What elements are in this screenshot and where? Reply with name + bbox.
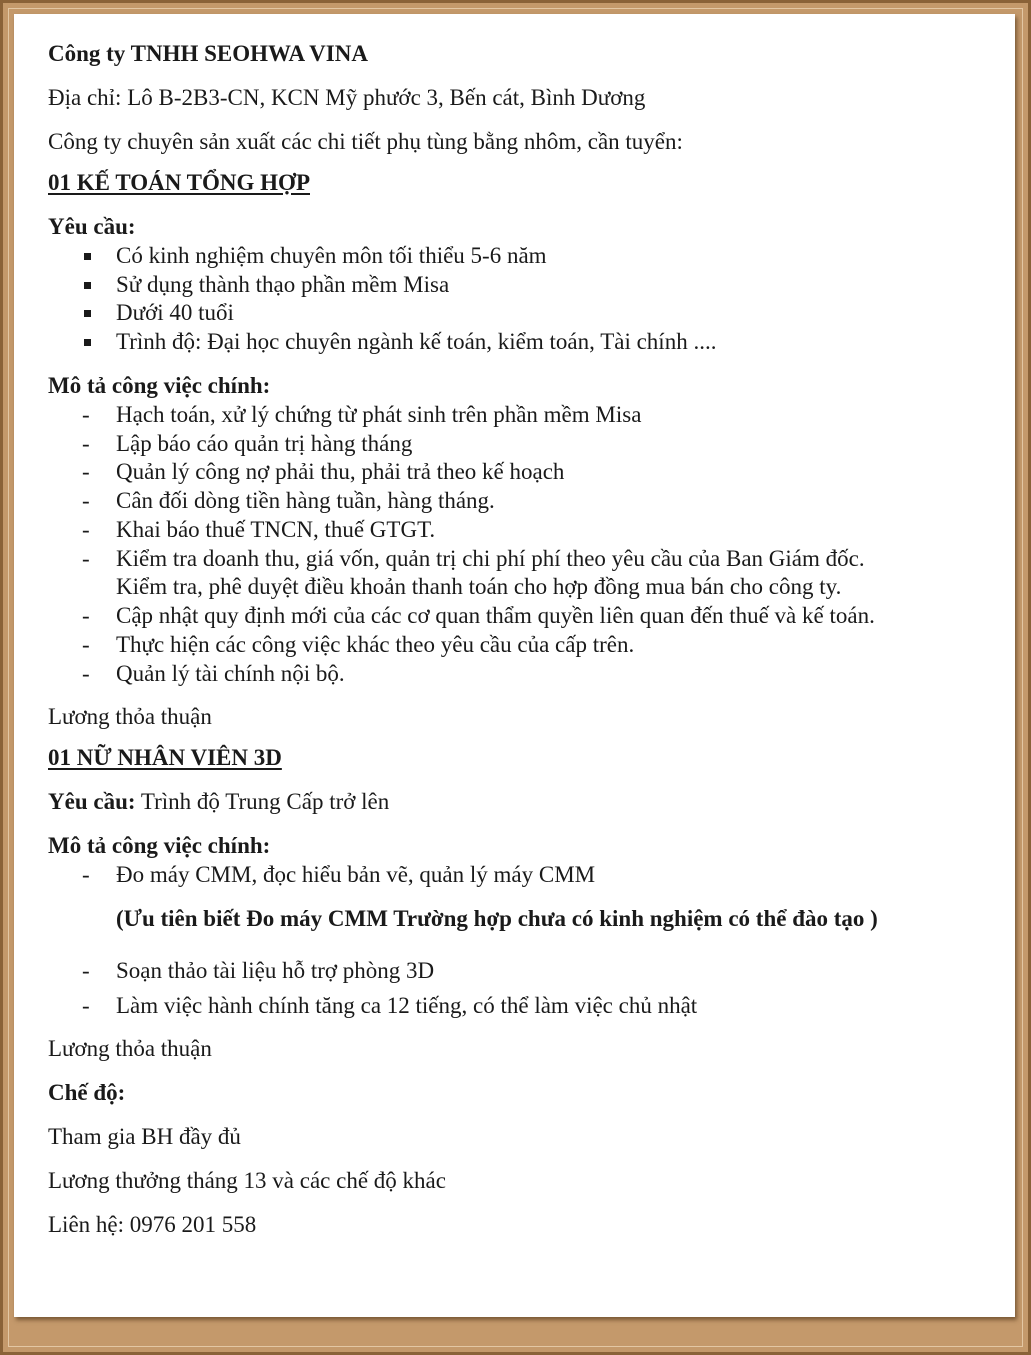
list-item: - Cập nhật quy định mới của các cơ quan thẩm quyền liên quan đến thuế và kế toán. [48, 602, 978, 631]
list-item: - Cân đối dòng tiền hàng tuần, hàng tháng. [48, 487, 978, 516]
list-item: Dưới 40 tuổi [48, 299, 978, 328]
job1-duties-list [48, 401, 978, 689]
dash-bullet: - [82, 631, 90, 657]
job2-requirements [48, 788, 978, 817]
job-posting [48, 40, 978, 1240]
dash-bullet: - [82, 660, 90, 686]
list-item: - Hạch toán, xử lý chứng từ phát sinh trên phần mềm Misa [48, 401, 978, 430]
benefits-label: Chế độ: [48, 1080, 126, 1106]
list-item: - Lập báo cáo quản trị hàng tháng [48, 430, 978, 459]
dash-bullet: - [82, 516, 90, 542]
square-bullet-icon [84, 339, 91, 346]
list-item: Có kinh nghiệm chuyên môn tối thiểu 5-6 năm [48, 242, 978, 271]
dash-bullet: - [82, 992, 90, 1018]
intro-text: Công ty chuyên sản xuất các chi tiết phụ tùng bằng nhôm, cần tuyển: [48, 128, 683, 154]
benefit-bonus: Lương thưởng tháng 13 và các chế độ khác [48, 1168, 446, 1194]
square-bullet-icon [84, 310, 91, 317]
list-item: Trình độ: Đại học chuyên ngành kế toán, kiểm toán, Tài chính .... [48, 328, 978, 357]
list-item: - Soạn thảo tài liệu hỗ trợ phòng 3D [48, 957, 978, 986]
dash-bullet: - [82, 459, 90, 485]
list-item: Sử dụng thành thạo phần mềm Misa [48, 271, 978, 300]
dash-bullet: - [82, 401, 90, 427]
list-item: - Quản lý tài chính nội bộ. [48, 660, 978, 689]
job1-salary: Lương thỏa thuận [48, 704, 212, 730]
square-bullet-icon [84, 253, 91, 260]
dash-bullet: - [82, 545, 90, 571]
dash-bullet: - [82, 488, 90, 514]
job1-requirements-list [48, 242, 978, 357]
job1-title: 01 KẾ TOÁN TỔNG HỢP [48, 169, 310, 195]
job2-priority-note: (Ưu tiên biết Đo máy CMM Trường hợp chưa có kinh nghiệm có thể đào tạo ) [116, 905, 878, 931]
square-bullet-icon [84, 282, 91, 289]
job2-salary: Lương thỏa thuận [48, 1036, 212, 1062]
dash-bullet: - [82, 603, 90, 629]
list-item: - Thực hiện các công việc khác theo yêu cầu của cấp trên. [48, 631, 978, 660]
job1-duties-label: Mô tả công việc chính: [48, 372, 271, 398]
company-name: Công ty TNHH SEOHWA VINA [48, 41, 368, 66]
company-address: Địa chỉ: Lô B-2B3-CN, KCN Mỹ phước 3, Bến cát, Bình Dương [48, 84, 646, 110]
job2-duties-list [48, 957, 978, 1021]
list-item: - Làm việc hành chính tăng ca 12 tiếng, có thể làm việc chủ nhật [48, 992, 978, 1021]
job2-requirements-label: Yêu cầu: [48, 789, 136, 815]
dash-bullet: - [82, 957, 90, 983]
job1-requirements-label: Yêu cầu: [48, 213, 136, 239]
list-item: - Kiểm tra doanh thu, giá vốn, quản trị chi phí phí theo yêu cầu của Ban Giám đốc. Kiểm tra, phê duyệt điều khoản thanh toán cho hợp đồng mua bán cho công ty. [82, 545, 865, 600]
list-item: - Khai báo thuế TNCN, thuế GTGT. [48, 516, 978, 545]
dash-bullet: - [82, 862, 90, 888]
job2-duties-list-first [48, 861, 978, 890]
benefit-insurance: Tham gia BH đầy đủ [48, 1124, 241, 1150]
contact-phone: Liên hệ: 0976 201 558 [48, 1212, 257, 1238]
dash-bullet: - [82, 430, 90, 456]
job2-requirements-text: Trình độ Trung Cấp trở lên [135, 789, 390, 815]
list-item: - Quản lý công nợ phải thu, phải trả theo kế hoạch [48, 458, 978, 487]
job2-duties-label: Mô tả công việc chính: [48, 833, 271, 859]
list-item: - Đo máy CMM, đọc hiểu bản vẽ, quản lý máy CMM [48, 861, 978, 890]
job2-title: 01 NỮ NHÂN VIÊN 3D [48, 745, 282, 771]
